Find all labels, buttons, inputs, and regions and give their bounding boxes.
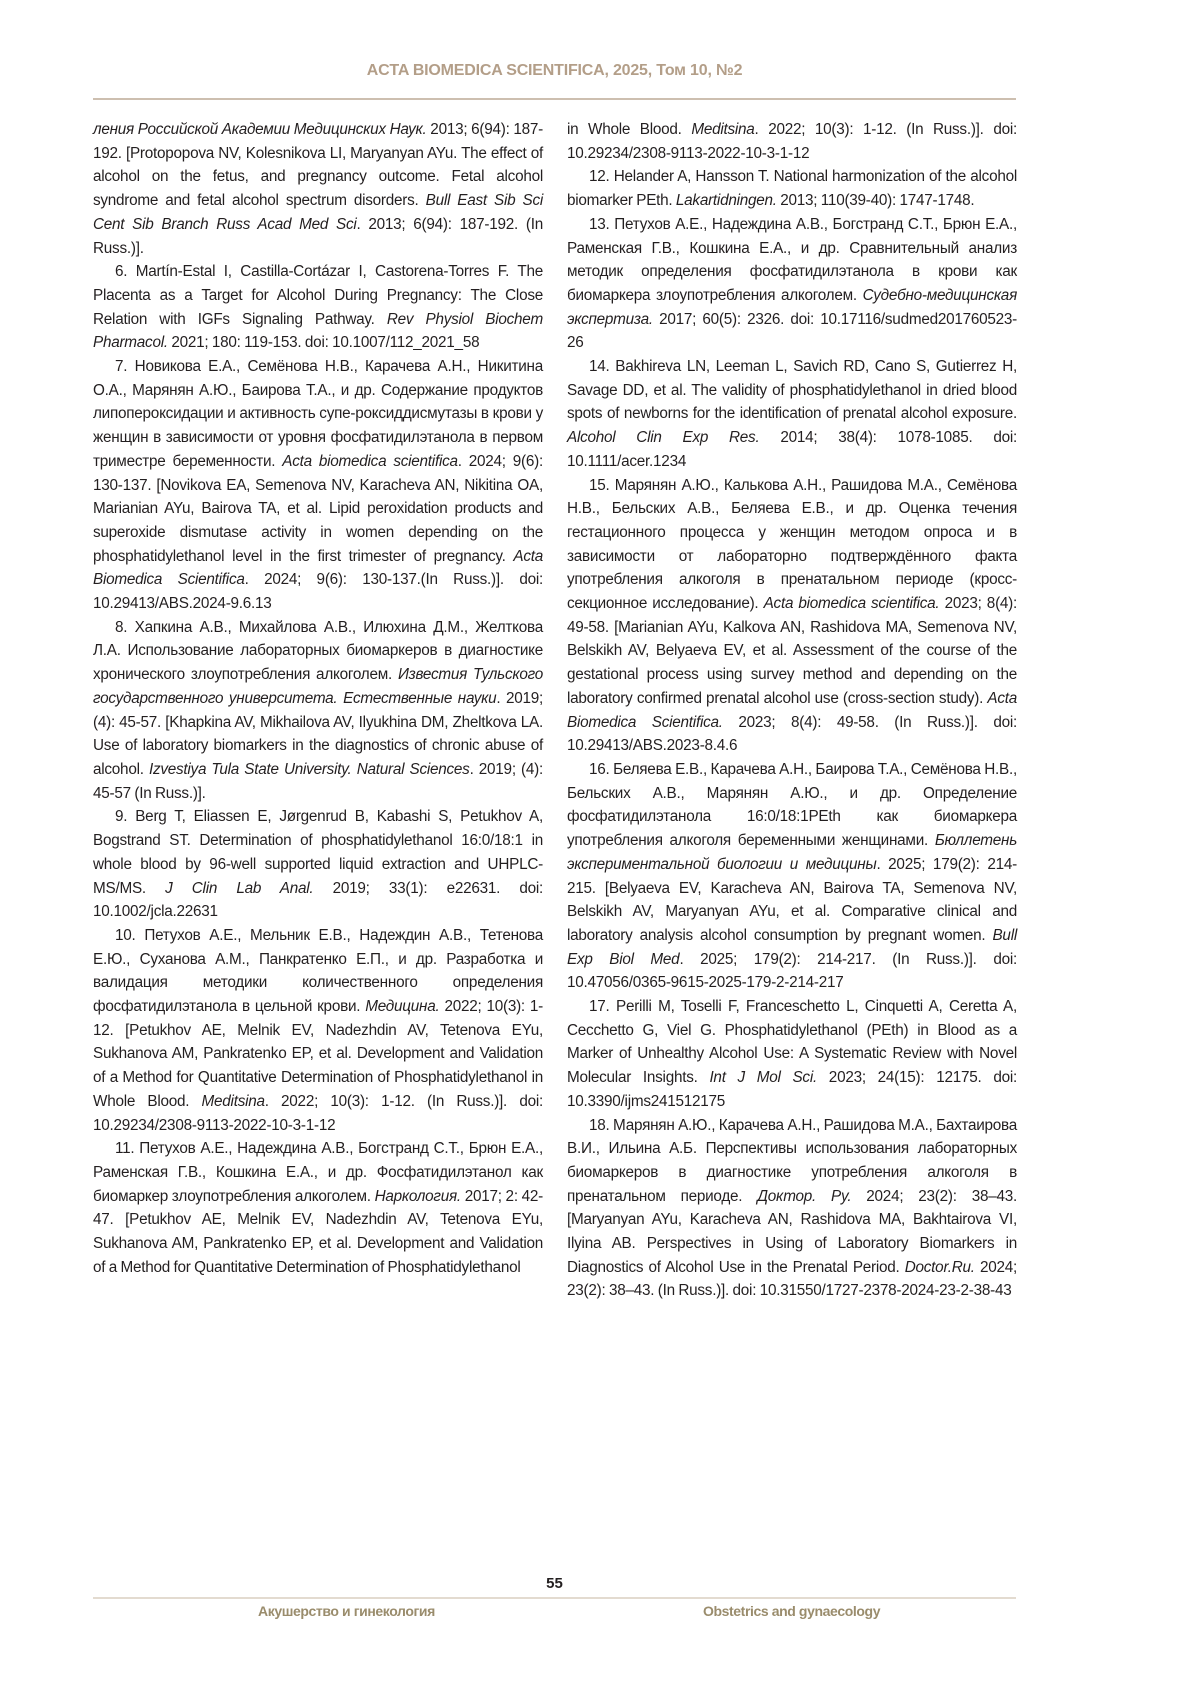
reference-text: . 2019; (4): 45-57. [Khapkina AV, Mikhailova AV, Ilyukhina DM, Zheltkova LA. Use of laboratory biomarkers in the diagnostics of chronic abuse of alcohol.: [93, 690, 543, 778]
reference-text: 2023; 8(4): 49-58. [Marianian AYu, Kalkova AN, Rashidova MA, Semenova NV, Belskikh AV, Belyaeva EV, et al. Assessment of the course of the gestational process using survey method and depending on the laboratory confirmed prenatal alcohol use (cross-section study).: [567, 595, 1017, 707]
reference-text: 2017; 2: 42-47. [Petukhov AE, Melnik EV, Nadezhdin AV, Tetenova EYu, Sukhanova AM, Pankratenko EP, et al. Development and Validation of a Method for Quantitative Determination of Phosphatidylethanol: [93, 1188, 543, 1276]
reference-entry: [567, 758, 1017, 995]
reference-text: 2013; 6(94): 187-192. [Protopopova NV, Kolesnikova LI, Maryanyan AYu. The effect of alcohol on the fetus, and pregnancy outcome. Fetal alcohol syndrome and fetal alcohol spectrum disorders.: [93, 121, 543, 209]
reference-text: 2017; 60(5): 2326. doi: 10.17116/sudmed201760523-26: [567, 311, 1017, 352]
reference-source-title: Doctor.Ru.: [905, 1259, 975, 1276]
page-number: 55: [93, 1575, 1016, 1592]
reference-source-title: Бюллетень экспериментальной биологии и медицины: [567, 832, 1017, 873]
reference-source-title: Meditsina: [202, 1093, 265, 1110]
reference-source-title: Alcohol Clin Exp Res.: [567, 429, 759, 446]
reference-source-title: Int J Mol Sci.: [709, 1069, 817, 1086]
reference-text: . 2024; 9(6): 130-137.(In Russ.)]. doi: 10.29413/ABS.2024-9.6.13: [93, 571, 543, 612]
reference-text: 7. Новикова Е.А., Семёнова Н.В., Карачева А.Н., Никитина О.А., Марянян А.Ю., Баирова Т.А., и др. Содержание продуктов липопероксидации и активность супе-роксиддисмутазы в крови у женщин в зависимости от уровня фосфатидилэтанола в первом триместре беременности.: [93, 358, 543, 470]
reference-text: 14. Bakhireva LN, Leeman L, Savich RD, Cano S, Gutierrez H, Savage DD, et al. The validity of phosphatidylethanol in dried blood spots of newborns for the identification of prenatal alcohol exposure.: [567, 358, 1017, 422]
reference-text: 16. Беляева Е.В., Карачева А.Н., Баирова Т.А., Семёнова Н.В., Бельских А.В., Марянян А.Ю., и др. Определение фосфатидилэтанола 16:0/18:1PEth как биомаркера употребления алкоголя беременными женщинами.: [567, 761, 1017, 849]
reference-entry: [567, 1114, 1017, 1304]
reference-source-title: Медицина.: [365, 998, 439, 1015]
header-divider: [93, 98, 1016, 100]
reference-text: 8. Хапкина А.В., Михайлова А.В., Илюхина Д.М., Желткова Л.А. Использование лабораторных биомаркеров в диагностике хронического злоупотребления алкоголем.: [93, 619, 543, 683]
reference-entry: [567, 995, 1017, 1114]
reference-text: 6. Martín-Estal I, Castilla-Cortázar I, Castorena-Torres F. The Placenta as a Target for Alcohol During Pregnancy: The Close Relation with IGFs Signaling Pathway.: [93, 263, 543, 327]
reference-text: . 2013; 6(94): 187-192. (In Russ.)].: [93, 216, 543, 257]
reference-text: 2022; 10(3): 1-12. [Petukhov AE, Melnik EV, Nadezhdin AV, Tetenova EYu, Sukhanova AM, Pankratenko EP, et al. Development and Validation of a Method for Quantitative Determination of Phosphatidylethanol in Whole Blood.: [93, 998, 543, 1110]
reference-text: 2023; 8(4): 49-58. (In Russ.)]. doi: 10.29413/ABS.2023-8.4.6: [567, 714, 1017, 755]
footer-section-ru: Акушерство и гинекология: [258, 1603, 435, 1619]
reference-source-title: Acta Biomedica Scientifica.: [567, 690, 1017, 731]
footer-divider: [93, 1597, 1016, 1599]
reference-text: . 2025; 179(2): 214-217. (In Russ.)]. doi: 10.47056/0365-9615-2025-179-2-214-217: [567, 951, 1017, 992]
reference-text: . 2024; 9(6): 130-137. [Novikova EA, Semenova NV, Karacheva AN, Nikitina OA, Marianian AYu, Bairova TA, et al. Lipid peroxidation products and superoxide dismutase activity in women depending on the phosphatidylethanol level in the first trimester of pregnancy.: [93, 453, 543, 565]
reference-text: in Whole Blood.: [567, 121, 691, 138]
references-right-column: [567, 118, 1017, 1303]
reference-entry: [567, 474, 1017, 758]
reference-continuation: [93, 118, 543, 260]
reference-source-title: Rev Physiol Biochem Pharmacol.: [93, 311, 543, 352]
reference-text: 12. Helander A, Hansson T. National harmonization of the alcohol biomarker PEth.: [567, 168, 1017, 209]
reference-entry: [93, 616, 543, 806]
reference-continuation: [567, 118, 1017, 165]
references-left-column: [93, 118, 543, 1279]
reference-entry: [93, 1137, 543, 1279]
reference-entry: [93, 355, 543, 616]
reference-source-title: Izvestiya Tula State University. Natural Sciences: [149, 761, 470, 778]
reference-text: . 2019; (4): 45-57 (In Russ.)].: [93, 761, 543, 802]
reference-entry: [567, 355, 1017, 474]
reference-source-title: Судебно-медицинская экспертиза.: [567, 287, 1017, 328]
reference-source-title: Bull Exp Biol Med: [567, 927, 1017, 968]
reference-text: . 2025; 179(2): 214-215. [Belyaeva EV, Karacheva AN, Bairova TA, Semenova NV, Belskikh AV, Maryanyan AYu, et al. Comparative clinical and laboratory analysis alcohol consumption by pregnant women.: [567, 856, 1017, 944]
reference-source-title: Acta Biomedica Scientifica: [93, 548, 543, 589]
reference-text: 2023; 24(15): 12175. doi: 10.3390/ijms241512175: [567, 1069, 1017, 1110]
reference-text: 2024; 23(2): 38–43. (In Russ.)]. doi: 10.31550/1727-2378-2024-23-2-38-43: [567, 1259, 1017, 1300]
reference-entry: [567, 213, 1017, 355]
running-header-journal: ACTA BIOMEDICA SCIENTIFICA, 2025, Том 10, №2: [93, 62, 1016, 80]
reference-text: 2013; 110(39-40): 1747-1748.: [777, 192, 975, 209]
reference-source-title: J Clin Lab Anal.: [165, 880, 313, 897]
reference-text: 10. Петухов А.Е., Мельник Е.В., Надеждин А.В., Тетенова Е.Ю., Суханова А.М., Панкратенко Е.П., и др. Разработка и валидация методики количественного определения фосфатидилэтанола в цельной крови.: [93, 927, 543, 1015]
reference-source-title: Meditsina: [691, 121, 754, 138]
reference-text: . 2022; 10(3): 1-12. (In Russ.)]. doi: 10.29234/2308-9113-2022-10-3-1-12: [567, 121, 1017, 162]
reference-source-title: Доктор. Ру.: [757, 1188, 851, 1205]
reference-text: 2021; 180: 119-153. doi: 10.1007/112_2021_58: [168, 334, 479, 351]
reference-text: 2014; 38(4): 1078-1085. doi: 10.1111/acer.1234: [567, 429, 1017, 470]
reference-source-title: Известия Тульского государственного университета. Естественные науки: [93, 666, 543, 707]
reference-text: . 2022; 10(3): 1-12. (In Russ.)]. doi: 10.29234/2308-9113-2022-10-3-1-12: [93, 1093, 543, 1134]
reference-source-title: Acta biomedica scientifica.: [764, 595, 940, 612]
footer-section-en: Obstetrics and gynaecology: [703, 1603, 880, 1619]
reference-source-title: Lakartidningen.: [676, 192, 777, 209]
reference-entry: [93, 924, 543, 1137]
reference-source-title: Acta biomedica scientifica: [282, 453, 458, 470]
reference-text: 15. Марянян А.Ю., Калькова А.Н., Рашидова М.А., Семёнова Н.В., Бельских А.В., Беляева Е.В., и др. Оценка течения гестационного процесса у женщин методом опроса и в зависимости от лабораторно подтверждённого факта употребления алкоголя в пренатальном периоде (кросс-секционное исследование).: [567, 477, 1017, 613]
reference-entry: [93, 260, 543, 355]
reference-text: 2024; 23(2): 38–43. [Maryanyan AYu, Karacheva AN, Rashidova MA, Bakhtairova VI, Ilyina AB. Perspectives in Using of Laboratory Biomarkers in Diagnostics of Alcohol Use in the Prenatal Period.: [567, 1188, 1017, 1276]
reference-text: 18. Марянян А.Ю., Карачева А.Н., Рашидова М.А., Бахтаирова В.И., Ильина А.Б. Перспективы использования лабораторных биомаркеров в диагностике употребления алкоголя в пренатальном периоде.: [567, 1117, 1017, 1205]
reference-entry: [567, 165, 1017, 212]
reference-text: 9. Berg T, Eliassen E, Jørgenrud B, Kabashi S, Petukhov A, Bogstrand ST. Determination of phosphatidylethanol 16:0/18:1 in whole blood by 96-well supported liquid extraction and UHPLC-MS/MS.: [93, 808, 543, 896]
reference-source-title: Bull East Sib Sci Cent Sib Branch Russ Acad Med Sci: [93, 192, 543, 233]
reference-entry: [93, 805, 543, 924]
reference-text: 2019; 33(1): e22631. doi: 10.1002/jcla.22631: [93, 880, 543, 921]
reference-text: 13. Петухов А.Е., Надеждина А.В., Богстранд С.Т., Брюн Е.А., Раменская Г.В., Кошкина Е.А., и др. Сравнительный анализ методик определения фосфатидилэтанола в крови как биомаркера злоупотребления алкоголем.: [567, 216, 1017, 304]
reference-text: 17. Perilli M, Toselli F, Franceschetto L, Cinquetti A, Ceretta A, Cecchetto G, Viel G. Phosphatidylethanol (PEth) in Blood as a Marker of Unhealthy Alcohol Use: A Systematic Review with Novel Molecular Insights.: [567, 998, 1017, 1086]
reference-text: 11. Петухов А.Е., Надеждина А.В., Богстранд С.Т., Брюн Е.А., Раменская Г.В., Кошкина Е.А., и др. Фосфатидилэтанол как биомаркер злоупотребления алкоголем.: [93, 1140, 543, 1204]
reference-source-title: ления Российской Академии Медицинских Наук.: [93, 121, 427, 138]
reference-source-title: Наркология.: [375, 1188, 461, 1205]
